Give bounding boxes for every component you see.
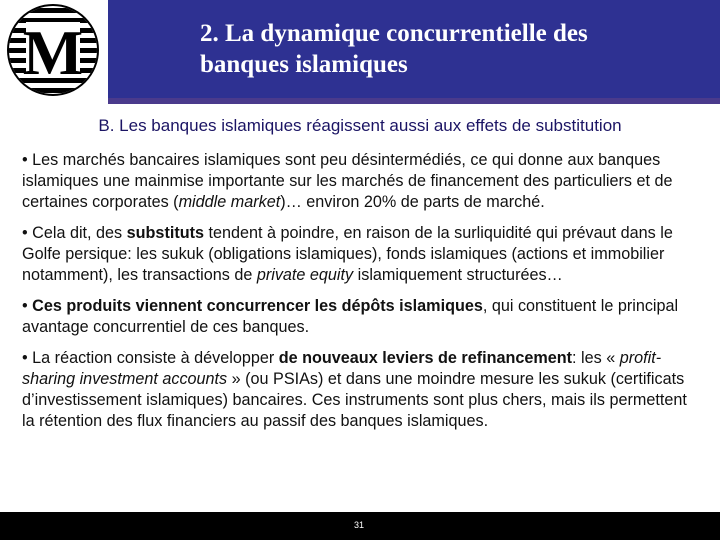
title-banner bbox=[108, 0, 720, 104]
italic-run: middle market bbox=[178, 193, 281, 211]
institution-logo bbox=[4, 4, 102, 96]
text-run: , qui constituent le principal avantage concurrentiel de ces banques. bbox=[22, 297, 679, 336]
text-run: islamiquement structurées… bbox=[353, 266, 563, 284]
text-run: La réaction consiste à développer bbox=[32, 349, 279, 367]
bold-run: Ces produits viennent concurrencer les dépôts islamiques bbox=[32, 297, 483, 315]
bullet-marker: • bbox=[22, 349, 33, 367]
footer-bar bbox=[0, 512, 720, 540]
bullet-marker: • bbox=[22, 224, 33, 242]
text-run: tendent à poindre, en raison de la surliquidité qui prévaut dans le Golfe persique: les sukuk (obligations islamiques), fonds islamiques (actions et immobilier notamment), les transactions de bbox=[22, 224, 673, 284]
text-run: » (ou PSIAs) et dans une moindre mesure les sukuk (certificats d’investissement islamiques) bancaires. Ces instruments sont plus chers, mais ils permettent la rétention des flux financiers au passif des banques islamiques. bbox=[22, 370, 687, 430]
title-line-2: banques islamiques bbox=[200, 51, 408, 78]
bold-run: substituts bbox=[126, 224, 204, 242]
italic-run: private equity bbox=[256, 266, 354, 284]
text-run: : les « bbox=[572, 349, 620, 367]
slide-title bbox=[200, 18, 588, 80]
bullet-paragraph-1 bbox=[22, 150, 702, 213]
text-run: Les marchés bancaires islamiques sont peu désintermédiés, ce qui donne aux banques islamiques une mainmise importante sur les marchés de financement des particuliers et de certaines corporates ( bbox=[22, 151, 673, 211]
logo-letter: M bbox=[22, 17, 84, 88]
title-line-1: 2. La dynamique concurrentielle des bbox=[200, 20, 588, 47]
bullet-paragraph-3 bbox=[22, 296, 702, 338]
text-run: Cela dit, des bbox=[32, 224, 127, 242]
italic-run: profit-sharing investment accounts bbox=[22, 349, 662, 388]
bullet-marker: • bbox=[22, 297, 33, 315]
page-number: 31 bbox=[354, 520, 365, 530]
bullet-marker: • bbox=[22, 151, 33, 169]
bullet-paragraph-4 bbox=[22, 348, 702, 432]
section-subtitle: B. Les banques islamiques réagissent aussi aux effets de substitution bbox=[98, 116, 622, 135]
bold-run: de nouveaux leviers de refinancement bbox=[278, 349, 573, 367]
slide-body bbox=[22, 150, 702, 442]
text-run: )… environ 20% de parts de marché. bbox=[280, 193, 545, 211]
bullet-paragraph-2 bbox=[22, 223, 702, 286]
